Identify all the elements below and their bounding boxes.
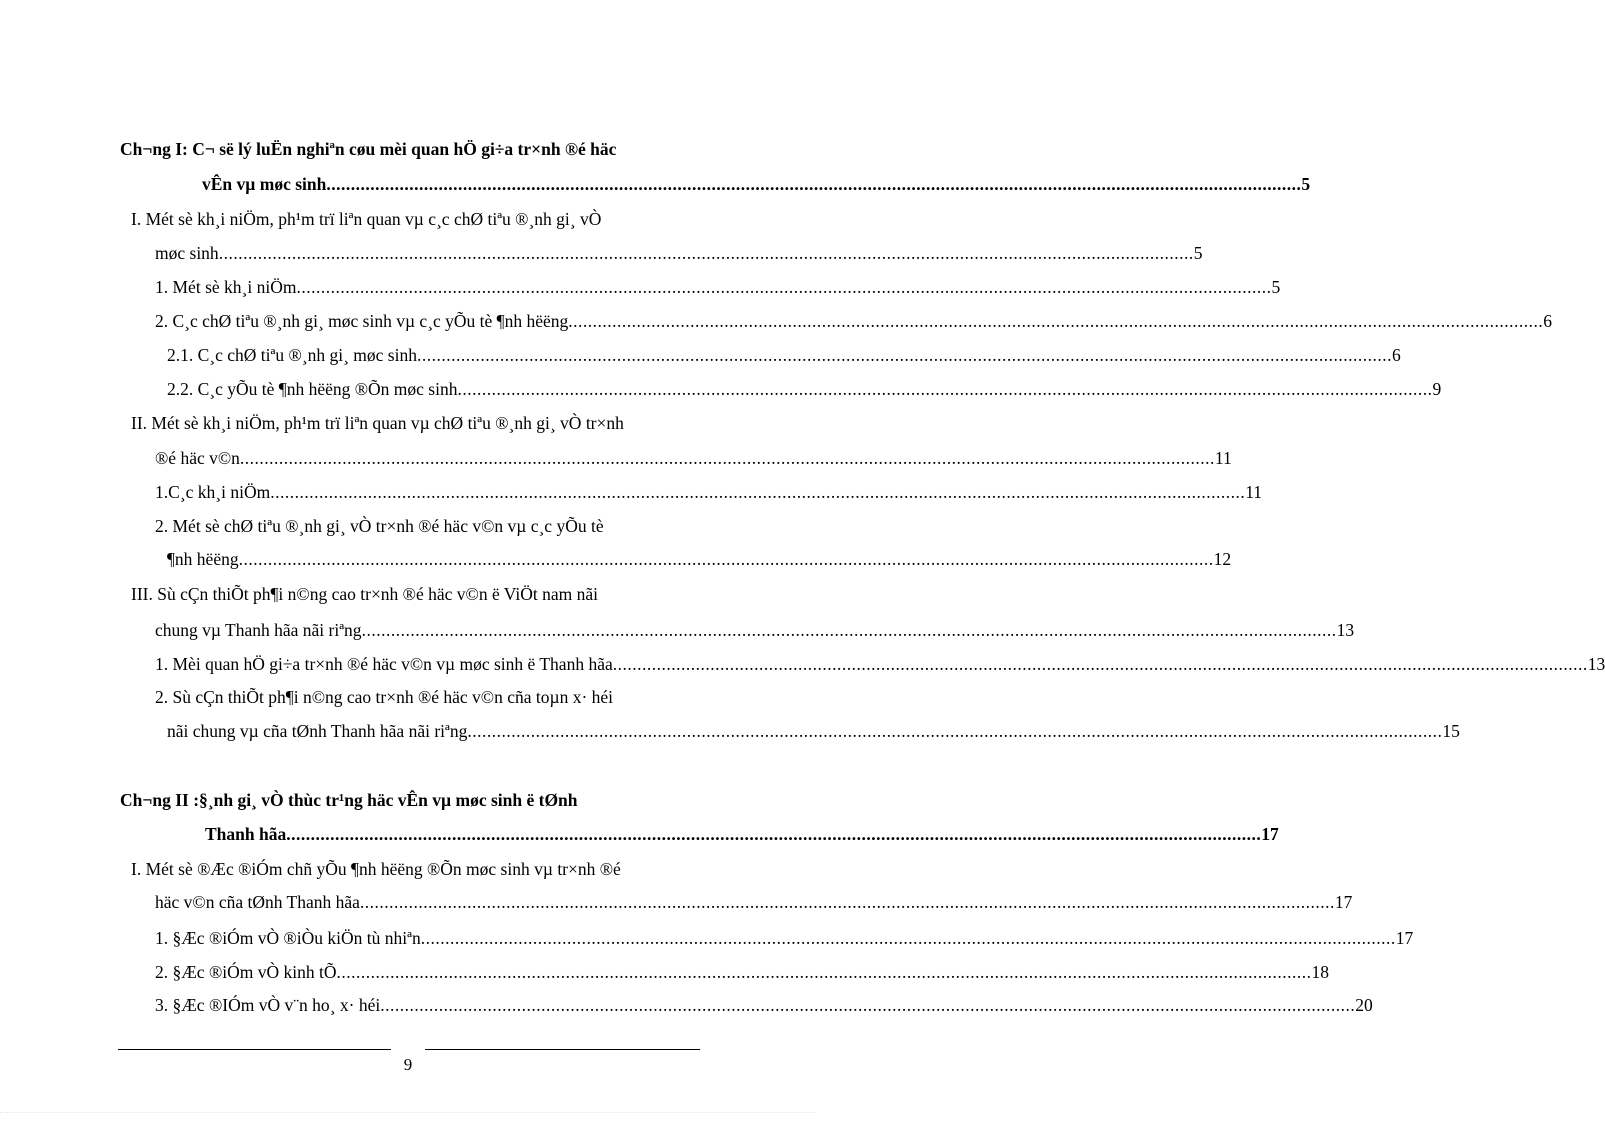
toc-entry-text: møc sinh <box>155 243 219 263</box>
toc-page-number: 6 <box>1543 311 1553 331</box>
toc-entry-text: 2.2. C¸c yÕu tè ¶nh hëëng ®Õn møc sinh <box>167 379 458 399</box>
toc-entry-text: 1. Mét sè kh¸i niÖm <box>155 277 297 297</box>
footer-rule-left <box>118 1049 391 1050</box>
toc-page-number: 9 <box>1432 379 1442 399</box>
toc-entry-3-2-cont <box>167 718 1460 744</box>
toc-section-3: III. Sù cÇn thiÕt ph¶i n©ng cao tr×nh ®é häc v©n ë ViÖt nam nãi <box>131 584 598 604</box>
leader-dots: ........................................................................................................................................................................................................ <box>457 379 1433 399</box>
leader-dots: ........................................................................................................................................................................................................ <box>296 277 1272 297</box>
leader-dots: ........................................................................................................................................................................................................ <box>361 620 1337 640</box>
toc-section-2: II. Mét sè kh¸i niÖm, ph¹m trï liªn quan vµ chØ tiªu ®¸nh gi¸ vÒ tr×nh <box>131 413 624 433</box>
toc-entry-2-2-cont <box>167 546 1232 572</box>
toc-entry-part-1-2 <box>155 959 1329 985</box>
toc-page-number: 6 <box>1391 345 1401 365</box>
toc-entry-part-1-cont <box>155 889 1353 915</box>
leader-dots: ........................................................................................................................................................................................................ <box>612 654 1588 674</box>
toc-page-number: 11 <box>1245 482 1263 502</box>
toc-entry-text: 1.C¸c kh¸i niÖm <box>155 482 271 502</box>
leader-dots: ........................................................................................................................................................................................................ <box>467 721 1443 741</box>
page-bottom-border <box>0 1112 816 1113</box>
toc-entry-3-1 <box>155 651 1605 677</box>
toc-entry-1-2-2 <box>167 376 1442 402</box>
leader-dots: ........................................................................................................................................................................................................ <box>568 311 1544 331</box>
toc-entry-part-1-3 <box>155 992 1373 1018</box>
toc-entry-section-2-cont <box>155 445 1232 471</box>
toc-page-number: 18 <box>1311 962 1329 982</box>
toc-chapter-2-title: Ch¬ng II :§¸nh gi¸ vÒ thùc tr¹ng häc vÊn vµ møc sinh ë tØnh <box>120 790 578 810</box>
toc-entry-text: 1. §Æc ®iÓm vÒ ®iÒu kiÖn tù nhiªn <box>155 928 421 948</box>
toc-entry-text: Thanh hãa <box>205 824 287 844</box>
toc-entry-text: 3. §Æc ®IÓm vÒ v¨n ho¸ x· héi <box>155 995 381 1015</box>
toc-entry-text: häc v©n cña tØnh Thanh hãa <box>155 892 360 912</box>
toc-page-number: 17 <box>1261 824 1279 844</box>
leader-dots: ........................................................................................................................................................................................................ <box>286 824 1262 844</box>
leader-dots: ........................................................................................................................................................................................................ <box>420 928 1396 948</box>
toc-page-number: 17 <box>1395 928 1414 948</box>
toc-page-number: 5 <box>1271 277 1281 297</box>
toc-entry-text: vÊn vµ møc sinh <box>202 174 327 194</box>
toc-page-number: 13 <box>1587 654 1605 674</box>
toc-entry-chapter-1-cont <box>202 171 1311 197</box>
toc-entry-text: chung vµ Thanh hãa nãi riªng <box>155 620 362 640</box>
toc-section-1: I. Mét sè kh¸i niÖm, ph¹m trï liªn quan vµ c¸c chØ tiªu ®¸nh gi¸ vÒ <box>131 209 602 229</box>
toc-entry-part-1-1 <box>155 925 1414 951</box>
toc-entry-section-3-cont <box>155 617 1355 643</box>
toc-page-number: 17 <box>1334 892 1353 912</box>
leader-dots: ........................................................................................................................................................................................................ <box>336 962 1312 982</box>
toc-page-number: 11 <box>1214 448 1232 468</box>
toc-part-1: I. Mét sè ®Æc ®iÓm chñ yÕu ¶nh hëëng ®Õn møc sinh vµ tr×nh ®é <box>131 859 621 879</box>
toc-page-number: 5 <box>1301 174 1311 194</box>
leader-dots: ........................................................................................................................................................................................................ <box>270 482 1246 502</box>
toc-entry-text: ®é häc v©n <box>155 448 240 468</box>
toc-entry-text: 2.1. C¸c chØ tiªu ®¸nh gi¸ møc sinh <box>167 345 417 365</box>
toc-page-number: 12 <box>1213 549 1232 569</box>
leader-dots: ........................................................................................................................................................................................................ <box>326 174 1302 194</box>
footer-rule-right <box>425 1049 700 1050</box>
leader-dots: ........................................................................................................................................................................................................ <box>218 243 1194 263</box>
leader-dots: ........................................................................................................................................................................................................ <box>380 995 1356 1015</box>
toc-entry-text: 2. §Æc ®iÓm vÒ kinh tÕ <box>155 962 337 982</box>
toc-page-number: 13 <box>1336 620 1355 640</box>
toc-entry-1-2 <box>155 308 1553 334</box>
toc-entry-2-1 <box>155 479 1263 505</box>
toc-entry-text: ¶nh hëëng <box>167 549 239 569</box>
toc-entry-section-1-cont <box>155 240 1203 266</box>
toc-page-number: 20 <box>1355 995 1373 1015</box>
leader-dots: ........................................................................................................................................................................................................ <box>239 448 1215 468</box>
page-number: 9 <box>403 1055 413 1074</box>
leader-dots: ........................................................................................................................................................................................................ <box>238 549 1214 569</box>
leader-dots: ........................................................................................................................................................................................................ <box>416 345 1392 365</box>
toc-entry-chapter-2-cont <box>205 821 1279 847</box>
toc-chapter-1-title: Ch¬ng I: C¬ së lý luËn nghiªn cøu mèi quan hÖ gi÷a tr×nh ®é häc <box>120 139 617 159</box>
toc-page-number: 5 <box>1193 243 1203 263</box>
leader-dots: ........................................................................................................................................................................................................ <box>359 892 1335 912</box>
toc-entry-1-1 <box>155 274 1281 300</box>
toc-entry-2-2: 2. Mét sè chØ tiªu ®¸nh gi¸ vÒ tr×nh ®é häc v©n vµ c¸c yÕu tè <box>155 516 604 536</box>
toc-entry-text: 1. Mèi quan hÖ gi÷a tr×nh ®é häc v©n vµ møc sinh ë Thanh hãa <box>155 654 613 674</box>
toc-entry-3-2: 2. Sù cÇn thiÕt ph¶i n©ng cao tr×nh ®é häc v©n cña toµn x· héi <box>155 687 614 707</box>
toc-entry-text: 2. C¸c chØ tiªu ®¸nh gi¸ møc sinh vµ c¸c yÕu tè ¶nh hëëng <box>155 311 569 331</box>
toc-entry-1-2-1 <box>167 342 1401 368</box>
toc-entry-text: nãi chung vµ cña tØnh Thanh hãa nãi riªng <box>167 721 468 741</box>
toc-page-number: 15 <box>1442 721 1460 741</box>
